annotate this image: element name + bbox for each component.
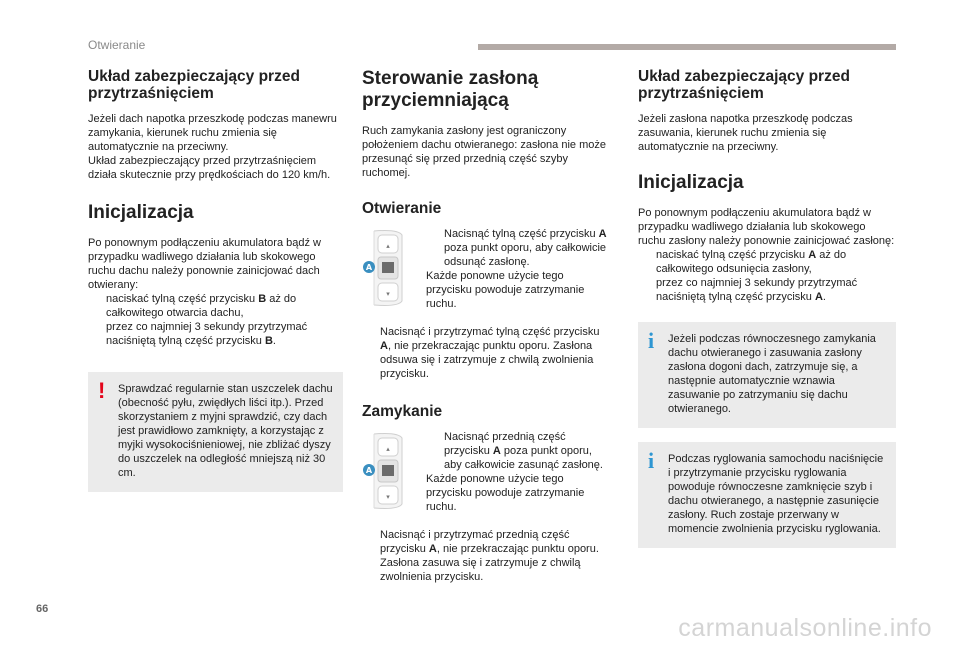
figure-callout-a: A: [365, 263, 373, 272]
warning-box: [88, 372, 343, 492]
close-title: Zamykanie: [362, 403, 443, 420]
anti-pinch-blind-para: Jeżeli zasłona napotka przeszkodę podczas zasuwania, kierunek ruchu zmienia się automatycznie na przeciwny.: [638, 113, 853, 153]
anti-pinch-roof-para1: Jeżeli dach napotka przeszkodę podczas manewru zamykania, kierunek ruchu zmienia się automatycznie na przeciwny.: [88, 113, 337, 153]
warning-icon: !: [98, 378, 106, 403]
list-item: Nacisnąć tylną część przycisku A poza punkt oporu, aby całkowicie odsunąć zasłonę.: [444, 228, 607, 268]
close-note: Każde ponowne użycie tego przycisku powoduje zatrzymanie ruchu.: [426, 473, 585, 513]
column-middle: [362, 68, 612, 584]
close-figure-block: [362, 430, 612, 514]
close-steps: [426, 430, 612, 472]
figure-callout-a: A: [365, 466, 373, 475]
anti-pinch-blind-title: Układ zabezpieczający przed przytrzaśnięciem: [638, 68, 850, 102]
blind-button-illustration: [362, 227, 424, 309]
svg-text:▴: ▴: [386, 242, 390, 250]
column-right: [638, 68, 896, 548]
info-box: [638, 322, 896, 428]
info-box: [638, 442, 896, 548]
roof-init-para: Po ponownym podłączeniu akumulatora bądź w przypadku wadliwego działania lub skokowego ruchu dachu należy ponownie zainicjować dach otwierany:: [88, 237, 321, 291]
column-left: [88, 68, 343, 492]
list-item: przez co najmniej 3 sekundy przytrzymać naciśniętą tylną część przycisku A.: [656, 277, 858, 303]
open-figure-block: [362, 227, 612, 311]
info-text-2: Podczas ryglowania samochodu naciśnięcie i przytrzymanie przycisku ryglowania powoduje równoczesne zamknięcie szyb i dachu otwieranego, a następnie zasunięcie zasłony. Ruch zostaje przerwany w momencie zwolnienia przycisku ryglowania.: [668, 453, 884, 535]
header-bar: [478, 44, 896, 50]
close-hold-steps: [362, 528, 612, 584]
blind-control-title: Sterowanie zasłoną przyciemniającą: [362, 68, 539, 111]
section-title: Otwieranie: [88, 38, 146, 52]
watermark: carmanualsonline.info: [678, 614, 932, 642]
info-text-1: Jeżeli podczas równoczesnego zamykania dachu otwieranego i zasuwania zasłony zasłona dogoni dach, zatrzymuje się, a następnie automatycznie wznawia zasuwanie po zatrzymaniu się dachu otwieranego.: [668, 333, 876, 415]
info-icon: i: [648, 328, 655, 353]
list-item: Nacisnąć przednią część przycisku A poza punkt oporu, aby całkowicie zasunąć zasłonę.: [444, 431, 603, 471]
blind-button-figure: [362, 430, 424, 512]
anti-pinch-roof-title: Układ zabezpieczający przed przytrzaśnięciem: [88, 68, 300, 102]
blind-init-steps: [638, 248, 896, 304]
svg-text:▾: ▾: [386, 290, 390, 298]
close-instructions: [424, 430, 612, 514]
roof-init-title: Inicjalizacja: [88, 202, 194, 223]
anti-pinch-roof-para2: Układ zabezpieczający przed przytrzaśnięciem działa skutecznie przy prędkościach do 120 km/h.: [88, 155, 331, 181]
warning-text: Sprawdzać regularnie stan uszczelek dachu (obecność pyłu, zwiędłych liści itp.). Przed skorzystaniem z myjni sprawdzić, czy dach jest prawidłowo zamknięty, a korzystając z myjki wysokociśnieniowej, nie zbliżać dyszy do uszczelek na odległość mniejszą niż 30 cm.: [118, 383, 333, 479]
open-hold-steps: [362, 325, 612, 381]
open-title: Otwieranie: [362, 200, 442, 217]
open-note: Każde ponowne użycie tego przycisku powoduje zatrzymanie ruchu.: [426, 270, 585, 310]
list-item: naciskać tylną część przycisku A aż do całkowitego odsunięcia zasłony,: [656, 249, 847, 275]
open-steps: [426, 227, 612, 269]
blind-button-figure: [362, 227, 424, 309]
svg-text:▴: ▴: [386, 445, 390, 453]
info-icon: i: [648, 448, 655, 473]
list-item: Nacisnąć i przytrzymać przednią część przycisku A, nie przekraczając punktu oporu. Zasłona zasuwa się i zatrzymuje z chwilą zwolnienia przycisku.: [380, 529, 599, 583]
list-item: Nacisnąć i przytrzymać tylną część przycisku A, nie przekraczając punktu oporu. Zasłona odsuwa się i zatrzymuje z chwilą zwolnienia przycisku.: [380, 326, 600, 380]
page-number: 66: [36, 603, 49, 615]
list-item: naciskać tylną część przycisku B aż do całkowitego otwarcia dachu,: [106, 293, 297, 319]
svg-text:▾: ▾: [386, 493, 390, 501]
blind-init-title: Inicjalizacja: [638, 172, 744, 193]
blind-intro: Ruch zamykania zasłony jest ograniczony położeniem dachu otwieranego: zasłona nie może przesunąć się przed przednią część szyby ruchomej.: [362, 125, 606, 179]
blind-init-para: Po ponownym podłączeniu akumulatora bądź w przypadku wadliwego działania lub skokowego ruchu zasłony należy ponownie zainicjować zasłonę:: [638, 207, 895, 247]
roof-init-steps: [88, 292, 343, 348]
blind-button-illustration: [362, 430, 424, 512]
open-instructions: [424, 227, 612, 311]
list-item: przez co najmniej 3 sekundy przytrzymać naciśniętą tylną część przycisku B.: [106, 321, 308, 347]
